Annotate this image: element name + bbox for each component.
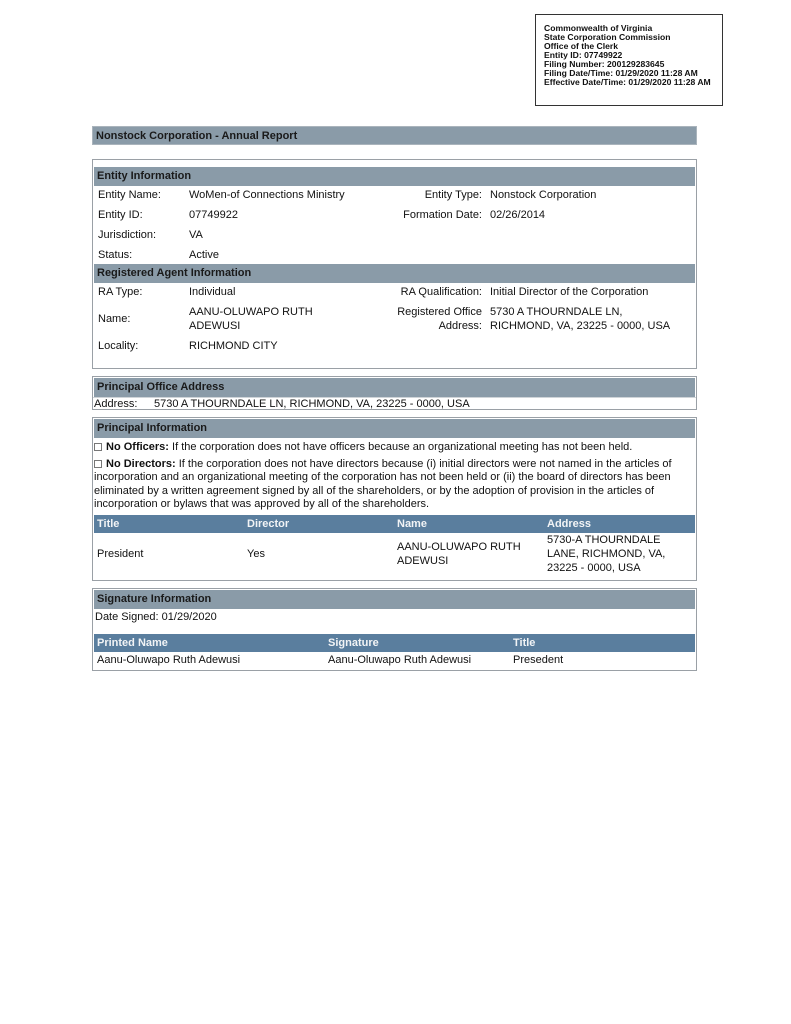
principal-title: President	[97, 547, 144, 560]
column-header-address: Address	[547, 517, 592, 530]
principal-director: Yes	[247, 547, 265, 560]
principal-office-panel	[92, 376, 697, 410]
jurisdiction-value: VA	[189, 229, 203, 241]
stamp-line: Office of the Clerk	[544, 41, 619, 51]
formation-date-label: Formation Date:	[403, 209, 482, 221]
table-row	[93, 533, 696, 577]
registered-office-label-line2: Address:	[438, 320, 482, 332]
jurisdiction-label: Jurisdiction:	[98, 229, 157, 241]
signer-title: Presedent	[513, 654, 564, 666]
status-label: Status:	[98, 249, 133, 261]
entity-row-id	[94, 206, 695, 226]
agent-row-type	[94, 283, 695, 303]
principal-name-line1: AANU-OLUWAPO RUTH	[397, 540, 521, 553]
column-header-director: Director	[247, 517, 290, 530]
column-header-signature: Signature	[328, 637, 379, 649]
formation-date-value: 02/26/2014	[490, 209, 546, 221]
no-directors-text: eliminated by a written agreement signed by all of the shareholders, or by the adoption of provision in the articles of	[94, 484, 655, 497]
no-directors-text: If the corporation does not have directors because (i) initial directors were not named in the articles of	[178, 457, 672, 470]
date-signed: Date Signed: 01/29/2020	[95, 611, 217, 623]
entity-id-value: 07749922	[189, 209, 238, 221]
principal-address-value: 5730 A THOURNDALE LN, RICHMOND, VA, 23225 - 0000, USA	[154, 398, 470, 410]
agent-name-label: Name:	[98, 313, 131, 325]
column-header-title: Title	[97, 517, 120, 530]
agent-row-locality	[94, 336, 695, 356]
entity-row-status	[94, 246, 695, 266]
status-value: Active	[189, 249, 219, 261]
ra-type-value: Individual	[189, 286, 236, 298]
stamp-line: Commonwealth of Virginia	[544, 23, 653, 33]
registered-office-line1: 5730 A THOURNDALE LN,	[490, 306, 623, 318]
no-officers-text: If the corporation does not have officers because an organizational meeting has not been held.	[172, 441, 633, 453]
stamp-entity-id: Entity ID: 07749922	[544, 50, 623, 60]
agent-info-heading: Registered Agent Information	[94, 264, 695, 283]
principal-address-line2: LANE, RICHMOND, VA,	[547, 547, 666, 560]
principal-address-line1: 5730-A THOURNDALE	[547, 533, 661, 546]
no-directors-text: incorporation and an organizational meeting of the corporation has not been held or (ii) the board of directors has been	[94, 471, 671, 483]
column-header-name: Name	[397, 517, 427, 530]
agent-row-name	[94, 303, 695, 336]
principal-info-panel	[92, 417, 697, 581]
signature-panel	[92, 588, 697, 671]
entity-type-value: Nonstock Corporation	[490, 189, 597, 201]
column-header-title: Title	[513, 637, 536, 649]
no-officers-option	[93, 441, 696, 455]
stamp-line: State Corporation Commission	[544, 32, 671, 42]
entity-id-label: Entity ID:	[98, 209, 143, 221]
principal-office-row	[93, 397, 696, 411]
no-directors-option	[93, 458, 696, 512]
ra-type-label: RA Type:	[98, 286, 143, 298]
table-row	[93, 652, 696, 670]
filing-stamp	[535, 14, 723, 106]
ra-qualification-label: RA Qualification:	[400, 286, 482, 298]
agent-name-line1: AANU-OLUWAPO RUTH	[189, 306, 313, 318]
principal-info-heading: Principal Information	[94, 419, 695, 438]
principal-address-label: Address:	[94, 398, 138, 410]
entity-row-jurisdiction	[94, 226, 695, 246]
no-directors-label: No Directors:	[106, 457, 176, 470]
entity-panel	[92, 159, 697, 369]
date-signed-row	[93, 609, 696, 634]
signature-table-header	[94, 634, 695, 652]
entity-row-name	[94, 186, 695, 206]
registered-office-label-line1: Registered Office	[397, 306, 482, 318]
signer-printed-name: Aanu-Oluwapo Ruth Adewusi	[97, 654, 241, 666]
principals-table-header	[94, 515, 695, 533]
principal-address-line3: 23225 - 0000, USA	[547, 561, 641, 574]
agent-name-line2: ADEWUSI	[189, 320, 241, 332]
entity-name-label: Entity Name:	[98, 189, 161, 201]
no-officers-label: No Officers:	[106, 441, 169, 453]
entity-type-label: Entity Type:	[424, 189, 482, 201]
document-title: Nonstock Corporation - Annual Report	[92, 126, 697, 145]
signature-info-heading: Signature Information	[94, 590, 695, 609]
signer-signature: Aanu-Oluwapo Ruth Adewusi	[328, 654, 472, 666]
principal-office-heading: Principal Office Address	[94, 378, 695, 397]
no-officers-checkbox[interactable]	[94, 443, 102, 451]
stamp-effective-date: Effective Date/Time: 01/29/2020 11:28 AM	[544, 77, 711, 87]
locality-value: RICHMOND CITY	[189, 340, 278, 352]
locality-label: Locality:	[98, 340, 139, 352]
entity-name-value: WoMen-of Connections Ministry	[189, 189, 345, 201]
principal-name-line2: ADEWUSI	[397, 554, 449, 567]
registered-office-line2: RICHMOND, VA, 23225 - 0000, USA	[490, 320, 671, 332]
entity-info-heading: Entity Information	[94, 167, 695, 186]
no-directors-checkbox[interactable]	[94, 460, 102, 468]
stamp-filing-number: Filing Number: 200129283645	[544, 59, 665, 69]
stamp-filing-date: Filing Date/Time: 01/29/2020 11:28 AM	[544, 68, 698, 78]
no-directors-text: incorporation or bylaws that was approved by all of the shareholders.	[94, 498, 430, 510]
ra-qualification-value: Initial Director of the Corporation	[490, 286, 649, 298]
column-header-printed-name: Printed Name	[97, 637, 168, 649]
